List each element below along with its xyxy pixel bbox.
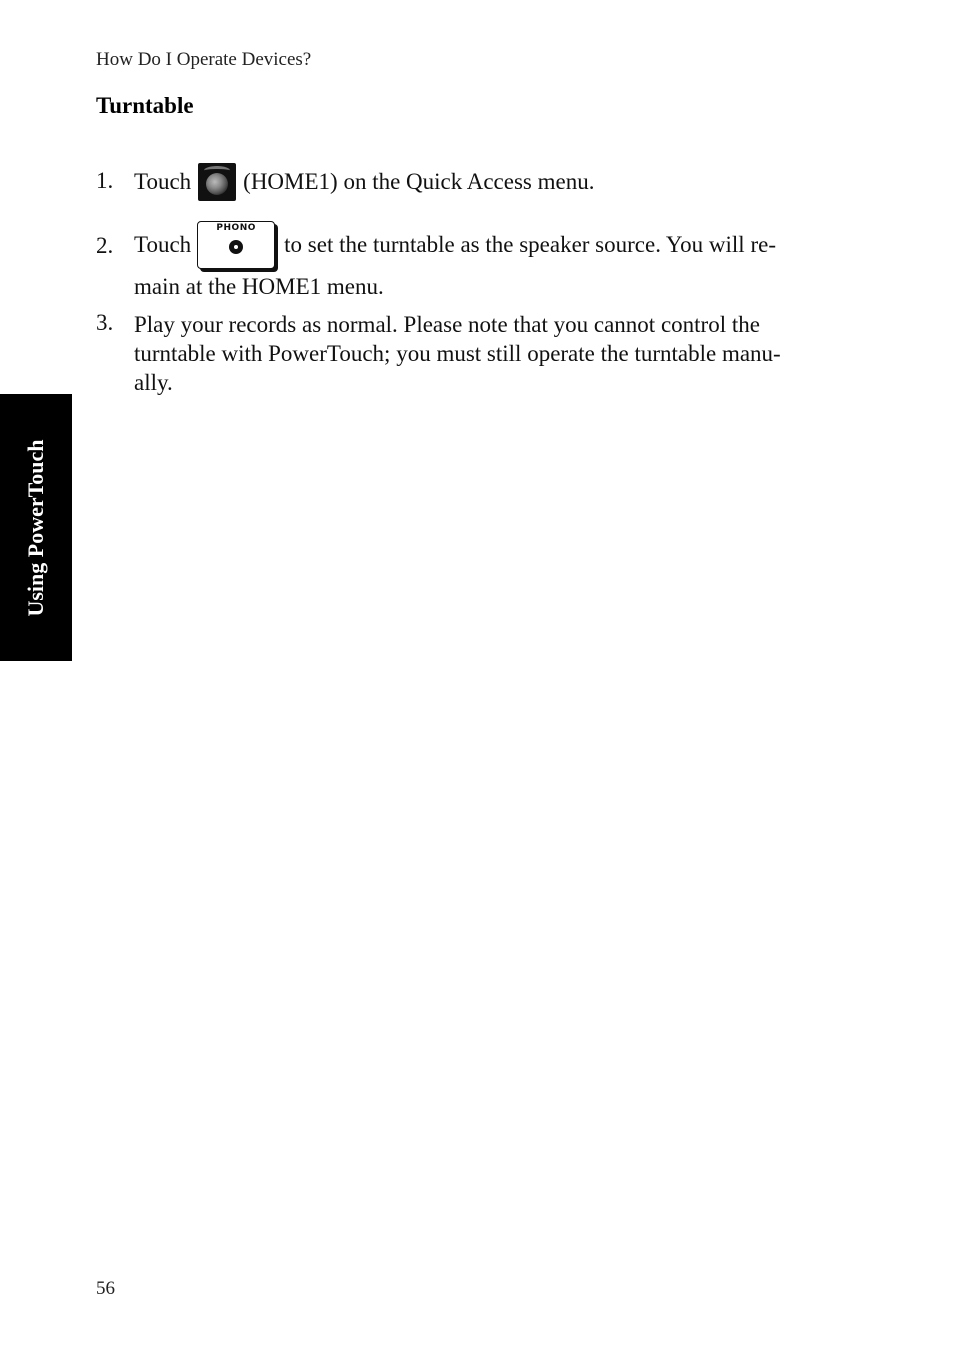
step-text-line: ally.	[134, 370, 173, 395]
phono-button-label: PHONO	[216, 223, 256, 233]
step-text-line: turntable with PowerTouch; you must still operate the turntable manu-	[134, 341, 781, 366]
step-text-prefix: Touch	[134, 169, 192, 194]
step-number: 2.	[96, 233, 114, 258]
step-3	[96, 310, 866, 400]
step-text-prefix: Touch	[134, 232, 192, 257]
step-text-suffix: (HOME1) on the Quick Access menu.	[243, 169, 595, 194]
section-title: Turntable	[96, 93, 194, 118]
step-1	[96, 163, 866, 205]
chapter-side-tab-label: Using PowerTouch	[23, 438, 48, 617]
step-text-line: Play your records as normal. Please note that you cannot control the	[134, 312, 760, 337]
chapter-side-tab	[0, 394, 72, 661]
running-head: How Do I Operate Devices?	[96, 49, 312, 70]
phono-disc-icon	[229, 240, 243, 254]
step-number: 3.	[96, 310, 114, 335]
page-number: 56	[96, 1278, 115, 1299]
phono-button	[197, 221, 275, 269]
home1-quick-access-icon	[198, 163, 236, 201]
step-number: 1.	[96, 168, 114, 193]
step-text-suffix: to set the turntable as the speaker source. You will re-	[284, 232, 776, 257]
step-text-continuation: main at the HOME1 menu.	[134, 274, 384, 299]
step-2	[96, 220, 866, 302]
